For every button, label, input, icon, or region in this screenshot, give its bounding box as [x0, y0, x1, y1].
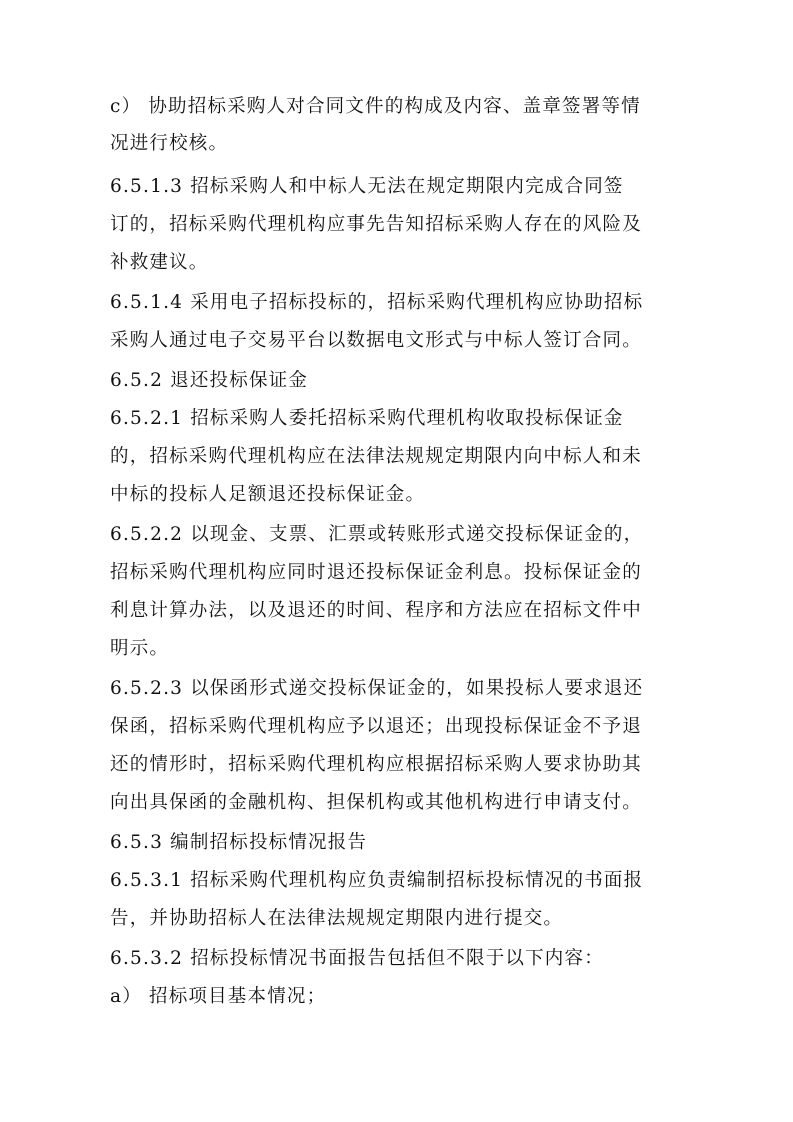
- text-line: 告，并协助招标人在法律法规规定期限内进行提交。: [110, 908, 564, 929]
- text-line: 订的，招标采购代理机构应事先告知招标采购人存在的风险及: [110, 214, 642, 235]
- text-line: 还的情形时，招标采购代理机构应根据招标采购人要求协助其: [110, 754, 642, 775]
- text-line: 6.5.2.1 招标采购人委托招标采购代理机构收取投标保证金: [110, 408, 624, 429]
- text-line: 中标的投标人足额退还投标保证金。: [110, 484, 426, 505]
- text-line: 保函，招标采购代理机构应予以退还；出现投标保证金不予退: [110, 716, 642, 737]
- text-line: 6.5.3.2 招标投标情况书面报告包括但不限于以下内容：: [110, 948, 604, 969]
- text-line: 6.5.2.3 以保函形式递交投标保证金的，如果投标人要求退还: [110, 678, 644, 699]
- section-heading: 6.5.3 编制招标投标情况报告: [110, 832, 368, 853]
- text-line: 明示。: [110, 638, 170, 659]
- text-line: c） 协助招标采购人对合同文件的构成及内容、盖章签署等情: [110, 96, 641, 117]
- text-line: 6.5.1.3 招标采购人和中标人无法在规定期限内完成合同签: [110, 176, 624, 197]
- text-line: 招标采购代理机构应同时退还投标保证金利息。投标保证金的: [110, 562, 642, 583]
- text-line: 补救建议。: [110, 252, 209, 273]
- text-line: 6.5.3.1 招标采购代理机构应负责编制招标投标情况的书面报: [110, 870, 644, 891]
- text-line: 利息计算办法，以及退还的时间、程序和方法应在招标文件中: [110, 600, 642, 621]
- text-line: 采购人通过电子交易平台以数据电文形式与中标人签订合同。: [110, 330, 642, 351]
- text-line: 的，招标采购代理机构应在法律法规规定期限内向中标人和未: [110, 446, 642, 467]
- text-line: 况进行校核。: [110, 133, 229, 154]
- section-heading: 6.5.2 退还投标保证金: [110, 370, 309, 391]
- text-line: 6.5.1.4 采用电子招标投标的，招标采购代理机构应协助招标: [110, 292, 644, 313]
- text-line: 向出具保函的金融机构、担保机构或其他机构进行申请支付。: [110, 792, 642, 813]
- list-item: a） 招标项目基本情况；: [110, 986, 327, 1007]
- text-line: 6.5.2.2 以现金、支票、汇票或转账形式递交投标保证金的，: [110, 524, 644, 545]
